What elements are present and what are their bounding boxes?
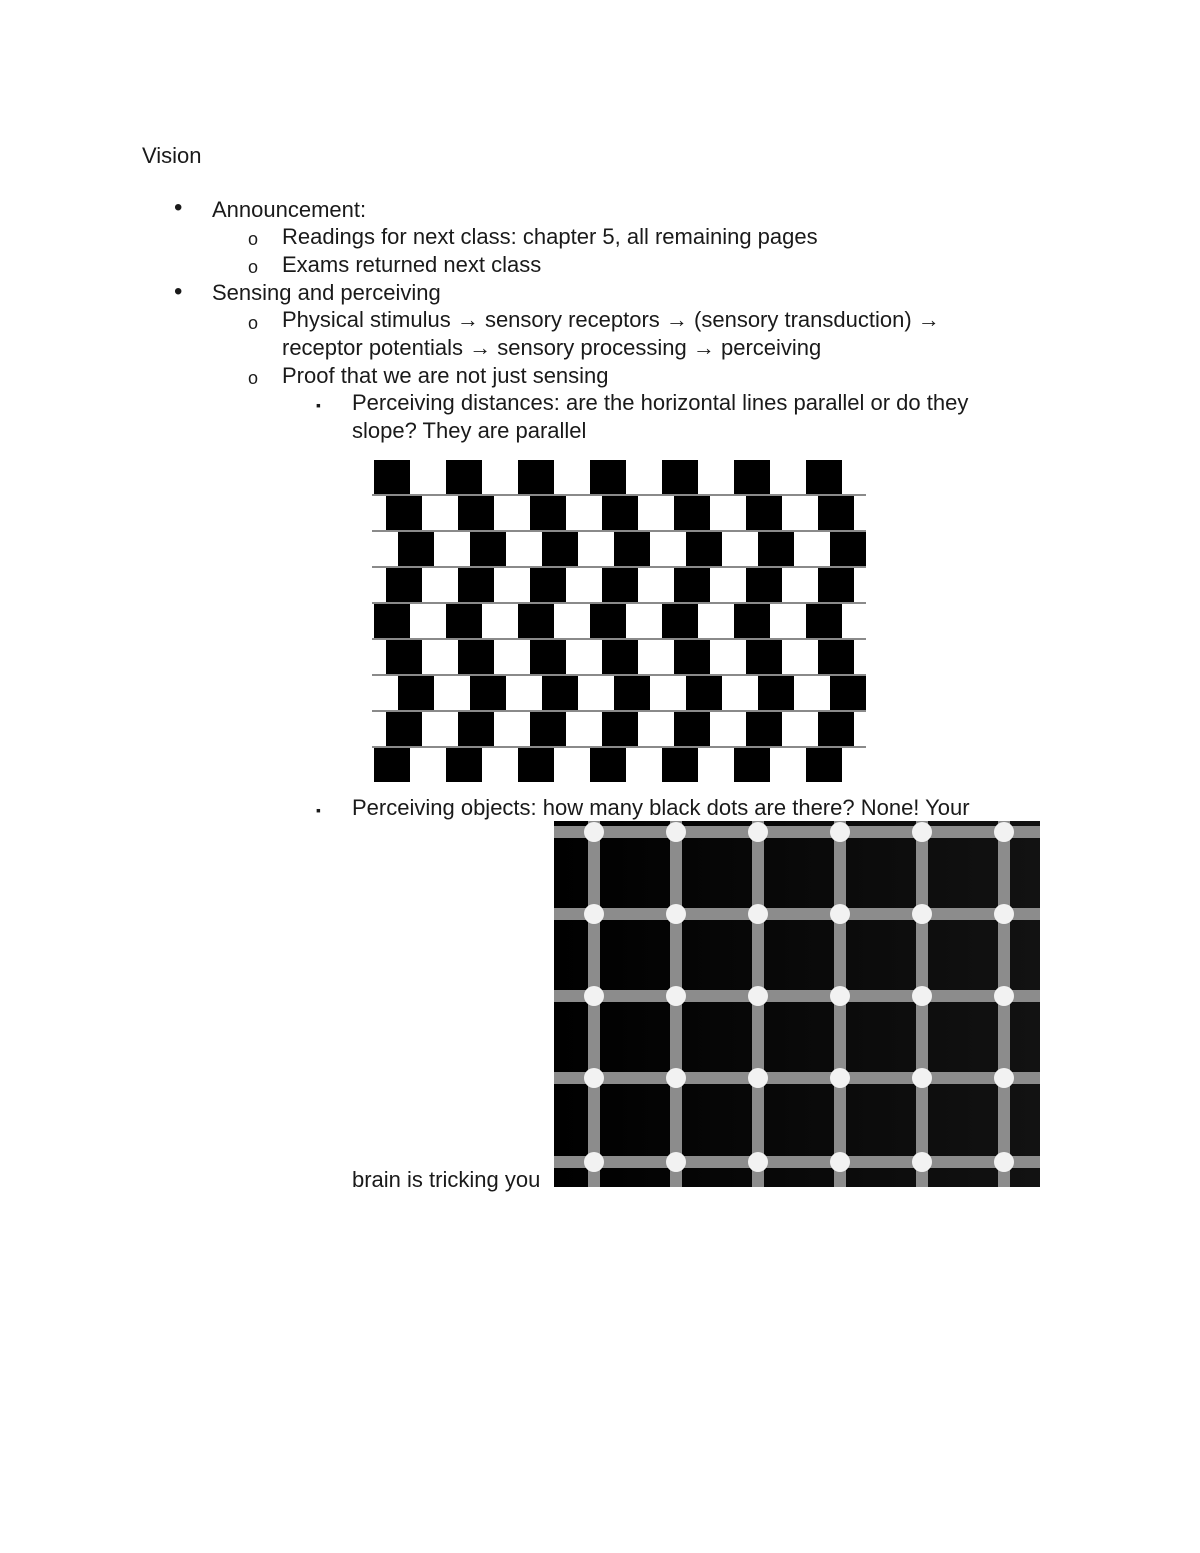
cafe-wall-tile [470,676,506,710]
grid-intersection-dot [994,1152,1014,1172]
bullet-square: ▪ [316,802,321,818]
grid-intersection-dot [830,1152,850,1172]
bullet-square: ▪ [316,397,321,413]
bullet-circle: o [248,313,259,333]
cafe-wall-tile [674,496,710,530]
grid-intersection-dot [830,904,850,924]
cafe-wall-tile [734,748,770,782]
cafe-wall-tile [458,496,494,530]
cafe-wall-tile [542,532,578,566]
cafe-wall-tile [398,532,434,566]
list-item-distances-line-2: slope? They are parallel [352,418,587,443]
grid-horizontal-line [554,1156,1040,1168]
cafe-wall-tile [806,748,842,782]
cafe-wall-mortar-line [366,710,872,712]
grid-intersection-dot [584,822,604,842]
cafe-wall-tile [458,712,494,746]
cafe-wall-tile [818,568,854,602]
grid-intersection-dot [584,986,604,1006]
cafe-wall-tile [518,604,554,638]
grid-horizontal-line [554,826,1040,838]
cafe-wall-tile [818,496,854,530]
scintillating-grid-illusion-image [554,821,1040,1187]
cafe-wall-tile [602,640,638,674]
grid-intersection-dot [912,822,932,842]
cafe-wall-mortar-line [366,530,872,532]
cafe-wall-tile [590,748,626,782]
cafe-wall-tile [674,640,710,674]
grid-intersection-dot [666,1068,686,1088]
cafe-wall-tile [662,604,698,638]
cafe-wall-tile [806,460,842,494]
cafe-wall-tile [662,748,698,782]
list-item-proof: Proof that we are not just sensing [282,363,609,388]
cafe-wall-tile [590,460,626,494]
cafe-wall-tile [518,460,554,494]
grid-intersection-dot [994,904,1014,924]
cafe-wall-illusion-image [366,456,872,784]
cafe-wall-tile [602,496,638,530]
cafe-wall-tile [602,712,638,746]
list-item-distances-line-1: Perceiving distances: are the horizontal lines parallel or do they [352,390,969,415]
list-item-objects-line-1: Perceiving objects: how many black dots are there? None! Your [352,795,970,820]
page-title: Vision [142,143,202,168]
cafe-wall-tile [818,640,854,674]
cafe-wall-tile [602,568,638,602]
bullet-circle: o [248,368,259,388]
cafe-wall-tile [614,532,650,566]
cafe-wall-tile [446,460,482,494]
cafe-wall-tile [386,640,422,674]
cafe-wall-tile [662,460,698,494]
cafe-wall-edge [366,456,372,784]
cafe-wall-tile [674,568,710,602]
cafe-wall-tile [746,640,782,674]
bullet-circle: o [248,229,259,249]
cafe-wall-mortar-line [366,674,872,676]
grid-intersection-dot [912,904,932,924]
grid-intersection-dot [666,1152,686,1172]
grid-intersection-dot [748,904,768,924]
cafe-wall-tile [818,712,854,746]
grid-intersection-dot [748,822,768,842]
grid-intersection-dot [666,904,686,924]
cafe-wall-tile [458,640,494,674]
cafe-wall-tile [458,568,494,602]
grid-intersection-dot [994,986,1014,1006]
list-item-objects-line-2: brain is tricking you [352,1167,541,1192]
cafe-wall-tile [830,676,866,710]
grid-intersection-dot [830,986,850,1006]
cafe-wall-tile [746,712,782,746]
grid-intersection-dot [666,822,686,842]
grid-intersection-dot [748,1068,768,1088]
cafe-wall-mortar-line [366,602,872,604]
cafe-wall-edge [866,456,872,784]
cafe-wall-tile [374,748,410,782]
cafe-wall-tile [686,532,722,566]
grid-horizontal-line [554,1072,1040,1084]
grid-intersection-dot [584,1152,604,1172]
list-item-stimulus-line-1: Physical stimulus → sensory receptors → (sensory transduction) → [282,307,940,332]
cafe-wall-tile [386,712,422,746]
list-item-readings: Readings for next class: chapter 5, all remaining pages [282,224,818,249]
grid-intersection-dot [994,1068,1014,1088]
cafe-wall-tile [530,496,566,530]
cafe-wall-tile [518,748,554,782]
cafe-wall-tile [530,712,566,746]
list-item-announcement: Announcement: [212,197,367,222]
grid-intersection-dot [912,1152,932,1172]
cafe-wall-tile [590,604,626,638]
grid-intersection-dot [584,904,604,924]
cafe-wall-tile [446,604,482,638]
cafe-wall-tile [830,532,866,566]
cafe-wall-tile [374,604,410,638]
cafe-wall-tile [530,640,566,674]
cafe-wall-tile [374,460,410,494]
cafe-wall-tile [470,532,506,566]
grid-intersection-dot [830,822,850,842]
cafe-wall-tile [734,460,770,494]
cafe-wall-tile [734,604,770,638]
cafe-wall-tile [746,496,782,530]
grid-intersection-dot [584,1068,604,1088]
grid-intersection-dot [666,986,686,1006]
cafe-wall-tile [758,676,794,710]
bullet-dot: • [174,278,183,305]
bullet-dot: • [174,194,183,221]
grid-intersection-dot [748,986,768,1006]
cafe-wall-tile [530,568,566,602]
grid-horizontal-line [554,990,1040,1002]
cafe-wall-mortar-line [366,746,872,748]
list-item-stimulus-line-2: receptor potentials → sensory processing → perceiving [282,335,822,360]
cafe-wall-mortar-line [366,494,872,496]
cafe-wall-tile [386,568,422,602]
cafe-wall-mortar-line [366,638,872,640]
cafe-wall-tile [614,676,650,710]
bullet-circle: o [248,257,259,277]
cafe-wall-tile [746,568,782,602]
list-item-sensing: Sensing and perceiving [212,280,441,305]
grid-intersection-dot [912,986,932,1006]
grid-intersection-dot [748,1152,768,1172]
cafe-wall-tile [446,748,482,782]
list-item-exams: Exams returned next class [282,252,542,277]
grid-intersection-dot [994,822,1014,842]
cafe-wall-tile [398,676,434,710]
cafe-wall-tile [758,532,794,566]
grid-intersection-dot [912,1068,932,1088]
grid-intersection-dot [830,1068,850,1088]
cafe-wall-tile [806,604,842,638]
cafe-wall-tile [542,676,578,710]
cafe-wall-tile [386,496,422,530]
grid-horizontal-line [554,908,1040,920]
cafe-wall-mortar-line [366,566,872,568]
cafe-wall-tile [674,712,710,746]
cafe-wall-tile [686,676,722,710]
